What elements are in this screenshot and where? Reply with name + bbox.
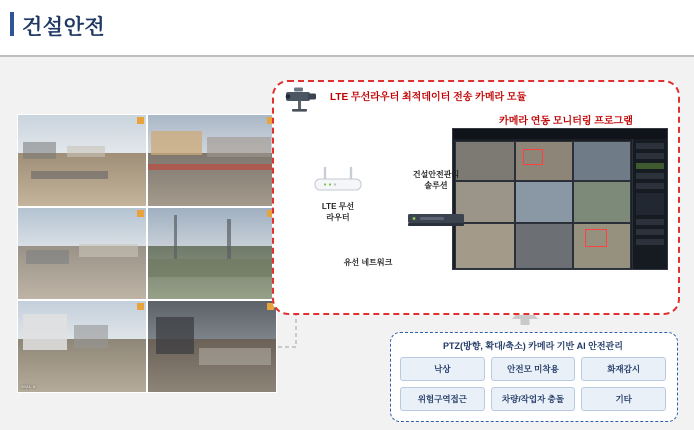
monitor-side-panel	[632, 139, 667, 269]
site-photo-4	[148, 208, 276, 299]
photo-object	[199, 348, 271, 364]
monitor-side-item	[636, 173, 664, 179]
photo-corner-marker	[137, 303, 144, 310]
detection-box	[585, 229, 607, 247]
photo-sky	[18, 208, 146, 246]
photo-object	[207, 137, 271, 157]
ptz-feature-grid	[400, 357, 666, 411]
monitor-side-item	[636, 229, 664, 235]
page-title: 건설안전	[22, 16, 106, 39]
site-photo-5	[18, 301, 146, 392]
lte-router-label	[300, 202, 376, 224]
lte-router-label-line1: LTE 무선	[321, 202, 355, 211]
monitor-side-item	[636, 143, 664, 149]
photo-object	[67, 146, 105, 157]
photo-object	[74, 325, 107, 349]
photo-object	[23, 142, 56, 158]
monitor-topbar	[453, 129, 667, 139]
detection-box	[523, 149, 543, 165]
monitoring-program-screenshot	[452, 128, 668, 270]
photo-timestamp: 2024-0	[21, 386, 36, 390]
diagram-canvas	[0, 57, 694, 430]
cctv-camera-icon	[282, 82, 322, 122]
photo-sky	[148, 208, 276, 246]
monitor-side-item	[636, 193, 664, 215]
monitor-tile	[573, 181, 631, 223]
photo-object	[227, 219, 231, 259]
monitor-side-item	[636, 153, 664, 159]
photo-object	[151, 131, 202, 155]
solution-server-icon	[408, 212, 464, 228]
photo-object	[79, 244, 138, 257]
header-accent-bar	[10, 12, 14, 36]
ptz-item-other[interactable]: 기타	[581, 387, 666, 411]
monitor-side-item	[636, 183, 664, 189]
solution-server-label	[388, 169, 484, 191]
site-photo-grid	[17, 114, 277, 393]
ptz-item-danger-zone[interactable]: 위험구역접근	[400, 387, 485, 411]
ptz-item-no-helmet[interactable]: 안전모 미착용	[491, 357, 576, 381]
photo-object	[156, 317, 194, 353]
lte-router-label-line2: 라우터	[326, 212, 350, 222]
site-photo-1	[18, 115, 146, 206]
photo-corner-marker	[137, 117, 144, 124]
photo-object	[31, 171, 108, 178]
monitor-side-item	[636, 239, 664, 245]
camera-module-label: LTE 무선라우터 최적데이터 전송 카메라 모듈	[330, 92, 527, 103]
solution-server-label-line1: 건설안전관리	[412, 170, 460, 179]
monitor-side-item	[636, 219, 664, 225]
monitor-tile	[515, 223, 573, 269]
photo-object	[148, 259, 276, 277]
monitoring-program-label: 카메라 연동 모니터링 프로그램	[499, 116, 633, 127]
page-header	[0, 0, 694, 57]
monitor-tile	[455, 223, 515, 269]
photo-object	[174, 215, 178, 259]
photo-object	[23, 314, 67, 350]
lte-router-icon	[311, 162, 365, 196]
solution-server-label-line2: 솔루션	[424, 181, 448, 191]
wired-network-label: 유선 네트워크	[343, 258, 393, 267]
ptz-item-fall[interactable]: 낙상	[400, 357, 485, 381]
site-photo-3	[18, 208, 146, 299]
monitor-tile	[573, 141, 631, 181]
photo-object	[26, 250, 70, 265]
ptz-title: PTZ(방향, 확대/축소) 카메라 기반 AI 안전관리	[443, 341, 623, 351]
photo-ground	[18, 153, 146, 206]
photo-corner-marker	[137, 210, 144, 217]
ptz-item-fire[interactable]: 화재감시	[581, 357, 666, 381]
ptz-item-collision[interactable]: 차량/작업자 충돌	[491, 387, 576, 411]
monitor-tile	[515, 181, 573, 223]
photo-object	[148, 164, 276, 169]
site-photo-6	[148, 301, 276, 392]
site-photo-2	[148, 115, 276, 206]
monitor-side-item	[636, 163, 664, 169]
photo-ground	[148, 153, 276, 206]
